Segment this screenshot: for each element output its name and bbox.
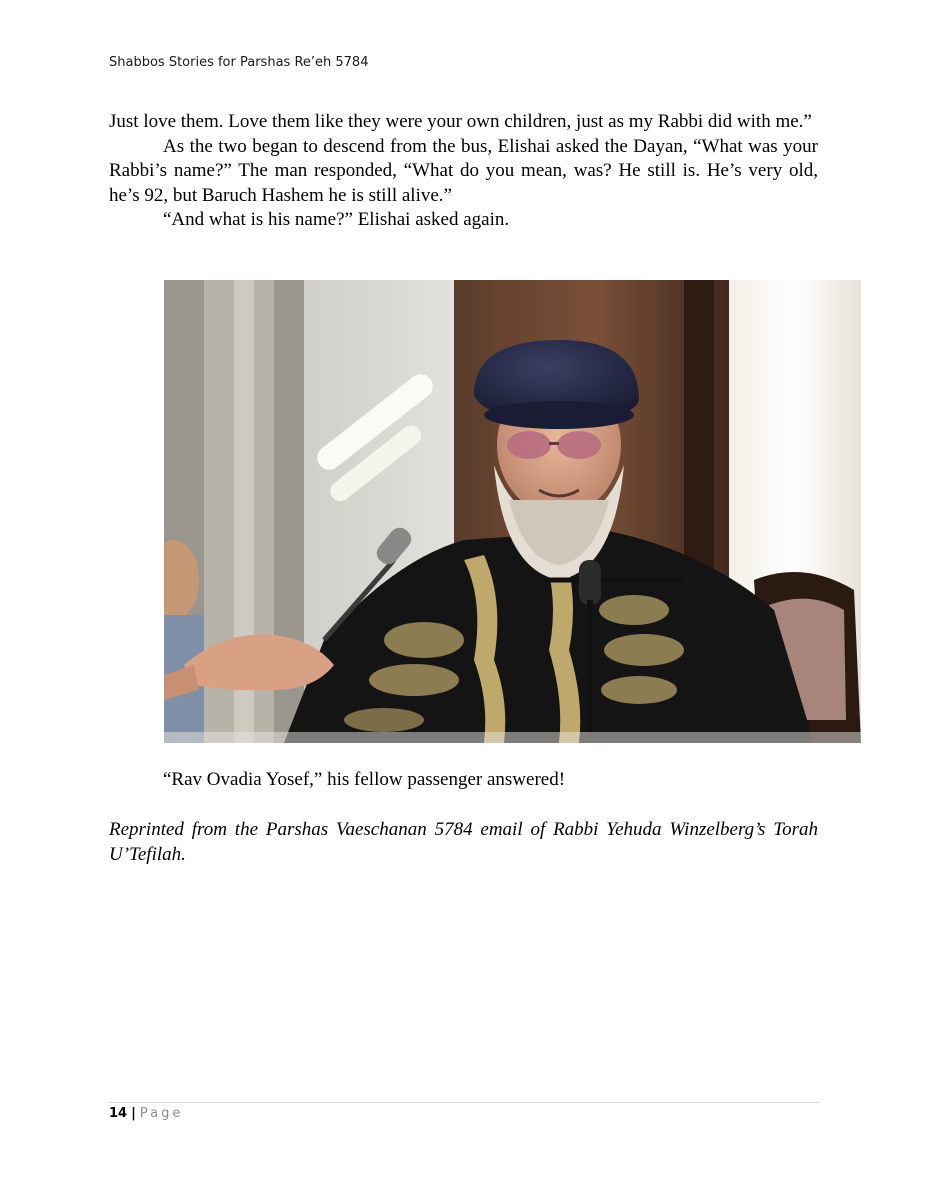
footer-separator: |	[131, 1106, 136, 1121]
story-body	[109, 110, 818, 233]
paragraph: “And what is his name?” Elishai asked again.	[163, 209, 510, 230]
paragraph: Just love them. Love them like they were your own children, just as my Rabbi did with me.”	[109, 111, 812, 132]
page-footer	[109, 1106, 183, 1121]
page-label: Page	[139, 1106, 184, 1121]
reprint-credit: Reprinted from the Parshas Vaeschanan 5784 email of Rabbi Yehuda Winzelberg’s Torah U’Tefilah.	[109, 819, 818, 865]
rabbi-photo	[164, 280, 861, 743]
running-header: Shabbos Stories for Parshas Re’eh 5784	[109, 55, 369, 70]
page-number: 14	[109, 1106, 128, 1121]
paragraph: As the two began to descend from the bus, Elishai asked the Dayan, “What was your Rabbi’s name?” The man responded, “What do you mean, was? He still is. He’s very old, he’s 92, but Baruch Hashem he is still alive.”	[109, 135, 818, 206]
closing-line: “Rav Ovadia Yosef,” his fellow passenger answered!	[163, 769, 566, 790]
footer-divider	[109, 1102, 820, 1103]
